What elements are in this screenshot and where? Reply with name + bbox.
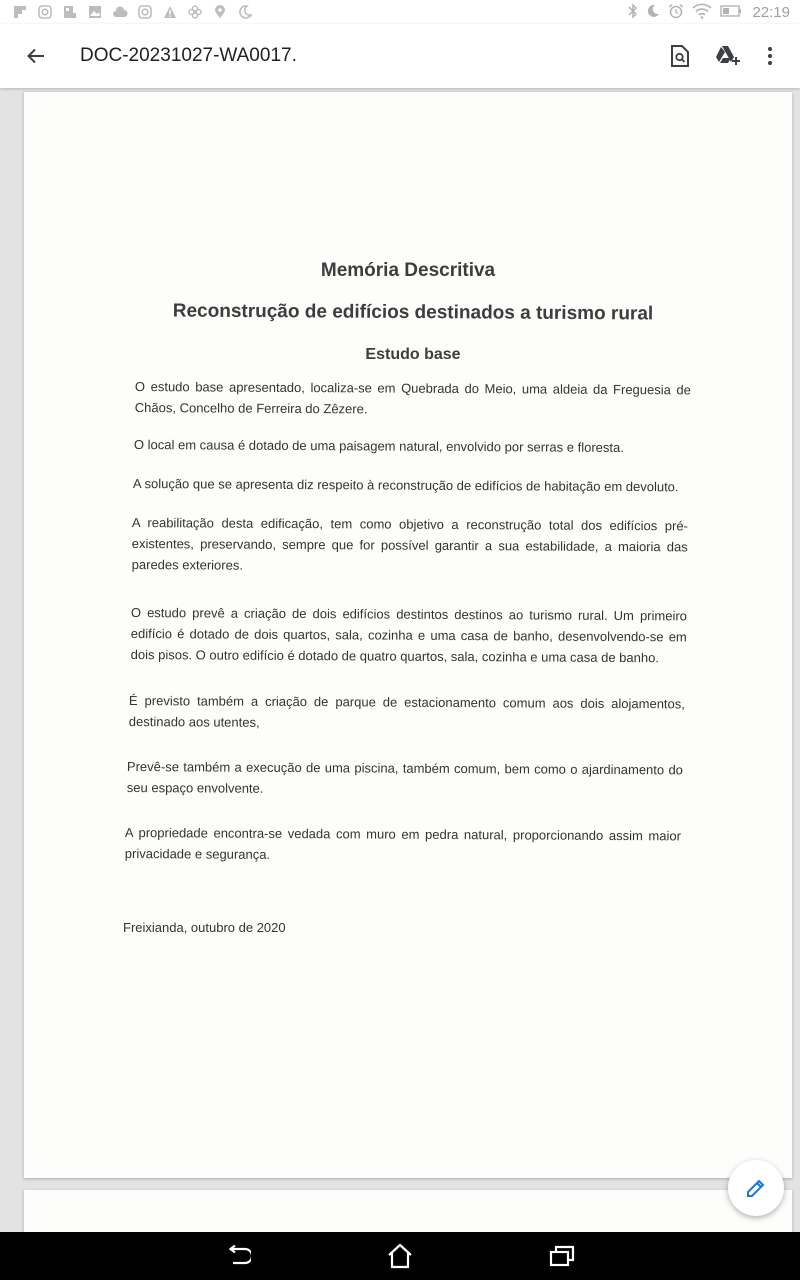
status-bar (0, 0, 800, 24)
fan-icon (187, 4, 203, 20)
paragraph: O estudo prevê a criação de dois edifícios destintos destinos ao turismo rural. Um primeiro edifício é dotado de dois quartos, sala, cozinha e uma casa de banho, desenvolvendo-se em dois pisos. O outro edifício é dotado de quatro quartos, sala, cozinha e uma casa de banho. (130, 604, 687, 666)
document-subtitle: Reconstrução de edifícios destinados a turismo rural (172, 300, 654, 325)
paragraph: É previsto também a criação de parque de estacionamento comum aos dois alojamentos, destinado aos utentes, (128, 692, 685, 730)
next-document-page (24, 1190, 792, 1232)
add-to-drive-button[interactable] (712, 40, 744, 72)
home-icon (386, 1243, 414, 1269)
warning-icon (162, 4, 178, 20)
paragraph: O local em causa é dotado de uma paisagem natural, envolvido por serras e floresta. (133, 436, 624, 455)
system-status-icons (628, 3, 790, 22)
paragraph: O estudo base apresentado, localiza-se em Quebrada do Meio, uma aldeia da Freguesia de Chãos, Concelho de Ferreira do Zêzere. (134, 378, 691, 417)
paragraph: A propriedade encontra-se vedada com muro em pedra natural, proporcionando assim maior privacidade e segurança. (124, 824, 681, 862)
recent-apps-icon (549, 1245, 575, 1267)
nav-back-button[interactable] (218, 1240, 258, 1272)
image-icon (87, 4, 103, 20)
document-heading: Memória Descritiva (320, 260, 496, 281)
back-button[interactable] (16, 40, 56, 72)
more-vert-icon (767, 46, 773, 66)
paragraph: A reabilitação desta edificação, tem como objetivo a reconstrução total dos edifícios pré-existentes, preservando, sempre que for possível garantir a sua estabilidade, a maioria das paredes exteriores. (131, 514, 688, 573)
signature-line: Freixianda, outubro de 2020 (123, 920, 286, 935)
app-icon (62, 4, 78, 20)
moon-icon (646, 4, 660, 21)
edit-pencil-icon (745, 1177, 767, 1199)
section-heading: Estudo base (365, 346, 461, 363)
alarm-icon (668, 3, 684, 22)
paragraph: A solução que se apresenta diz respeito à reconstrução de edifícios de habitação em devoluto. (132, 475, 679, 495)
wifi-icon (692, 3, 712, 22)
page-content (24, 92, 792, 1178)
moon-icon (237, 4, 253, 20)
bluetooth-icon (628, 3, 638, 22)
notification-icons (12, 4, 253, 20)
back-arrow-icon (26, 46, 46, 66)
nav-home-button[interactable] (380, 1240, 420, 1272)
cloud-icon (112, 4, 128, 20)
clock: 22:19 (752, 4, 790, 21)
find-in-page-icon (671, 45, 689, 67)
flipboard-icon (12, 4, 28, 20)
document-title: DOC-20231027-WA0017. (80, 45, 297, 66)
more-options-button[interactable] (754, 40, 786, 72)
battery-icon (720, 4, 742, 21)
location-icon (212, 4, 228, 20)
edit-button[interactable] (728, 1160, 784, 1216)
system-navigation-bar (0, 1232, 800, 1280)
instagram-icon (37, 4, 53, 20)
nav-recent-apps-button[interactable] (542, 1240, 582, 1272)
back-icon (225, 1245, 251, 1267)
instagram-icon (137, 4, 153, 20)
document-page (24, 92, 792, 1178)
paragraph: Prevê-se também a execução de uma piscina, também comum, bem como o ajardinamento do seu espaço envolvente. (126, 758, 683, 796)
document-viewer[interactable] (0, 88, 800, 1232)
find-in-page-button[interactable] (664, 40, 696, 72)
add-to-drive-icon (715, 45, 741, 67)
app-bar (0, 24, 800, 88)
